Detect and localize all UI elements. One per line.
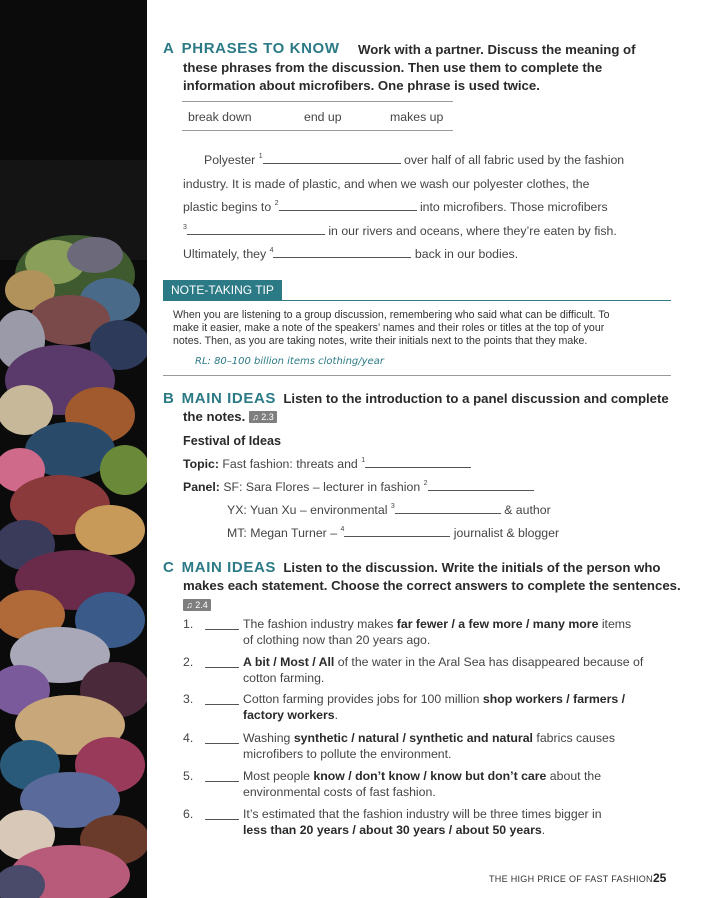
section-c-heading: [163, 559, 673, 577]
item-4-choices[interactable]: synthetic / natural / synthetic and natural: [293, 731, 533, 745]
section-c-instructions-line-2: makes each statement. Choose the correct answers to complete the sentences.: [183, 578, 681, 593]
item-2-initials-blank[interactable]: [205, 657, 239, 668]
phrase-box-top-rule: [182, 101, 453, 102]
item-3-choices[interactable]: shop workers / farmers /: [482, 692, 626, 706]
item-4-text: Washing synthetic / natural / synthetic and natural fabrics causes microfibers to pollute the environment.: [243, 731, 615, 761]
notes-topic: Topic: Fast fashion: threats and $^1$: [183, 457, 471, 471]
tip-top-rule: [163, 300, 671, 301]
blank-2[interactable]: [279, 200, 417, 211]
blank-1[interactable]: [263, 153, 401, 164]
item-5-choices[interactable]: know / don’t know / know but don’t care: [313, 769, 547, 783]
item-1-number: 1.: [183, 617, 194, 631]
item-1-initials-blank[interactable]: [205, 619, 239, 630]
item-2-number: 2.: [183, 655, 194, 669]
section-b-instructions-line-1: Listen to the introduction to a panel discussion and complete: [283, 391, 669, 406]
tip-line-2: make it easier, make a note of the speakers’ names and their roles or titles at the top of your: [173, 322, 605, 334]
item-3-number: 3.: [183, 692, 194, 706]
phrase-box-bottom-rule: [182, 130, 453, 131]
phrase-end-up: end up: [304, 110, 342, 124]
notes-blank-3[interactable]: [395, 503, 501, 514]
section-b-title: MAIN IDEAS: [181, 390, 277, 407]
phrase-break-down: break down: [188, 110, 252, 124]
item-5-number: 5.: [183, 769, 194, 783]
section-c-letter: C: [163, 559, 175, 576]
notes-blank-4[interactable]: [344, 526, 450, 537]
item-2-choices[interactable]: A bit / Most / All: [243, 655, 335, 669]
running-title: THE HIGH PRICE OF FAST FASHION: [489, 874, 653, 884]
section-a-instructions: Work with a partner. Discuss the meaning of these phrases from the discussion. Then use them to complete the information about microfibers. One phrase is used twice.: [183, 42, 636, 93]
item-1-choices[interactable]: far fewer / a few more / many more: [396, 617, 599, 631]
tip-line-3: notes. Then, as you are taking notes, write their initials next to the points that they make.: [173, 335, 588, 347]
blank-4[interactable]: [273, 247, 411, 258]
item-3-choices-cont[interactable]: factory workers: [243, 708, 335, 722]
tip-label: NOTE-TAKING TIP: [163, 280, 282, 300]
item-2-text: A bit / Most / All of the water in the Aral Sea has disappeared because of cotton farming.: [243, 655, 644, 685]
section-a-letter: A: [163, 40, 175, 57]
audio-track-icon[interactable]: ♫ 2.4: [183, 599, 211, 611]
section-c-instructions-line-1: Listen to the discussion. Write the initials of the person who: [283, 560, 661, 575]
notes-panel-sf: Panel: SF: Sara Flores – lecturer in fashion $^2$: [183, 480, 534, 494]
tip-bottom-rule: [163, 375, 671, 376]
item-5-text: Most people know / don’t know / know but don’t care about the environmental costs of fast fashion.: [243, 769, 602, 799]
item-6-choices[interactable]: less than 20 years / about 30 years / about 50 years: [243, 823, 542, 837]
page-number: 25: [653, 871, 667, 885]
notes-blank-2[interactable]: [428, 480, 534, 491]
section-b-instructions-line-2: the notes. ♫ 2.3: [183, 408, 277, 426]
notes-heading: Festival of Ideas: [183, 434, 281, 448]
paragraph-line-2: industry. It is made of plastic, and when we wash our polyester clothes, the: [183, 177, 590, 191]
section-c-audio: [183, 596, 211, 614]
audio-track-icon[interactable]: ♫ 2.3: [249, 411, 277, 423]
item-6-text: It’s estimated that the fashion industry will be three times bigger in less than 20 years / about 30 years / about 50 years.: [243, 807, 602, 837]
item-4-number: 4.: [183, 731, 194, 745]
section-b-heading: [163, 390, 673, 408]
tip-body: [173, 309, 671, 348]
handwritten-note: RL: 80–100 billion items clothing/year: [195, 356, 384, 367]
notes-blank-1[interactable]: [365, 457, 471, 468]
item-5-initials-blank[interactable]: [205, 771, 239, 782]
item-3-initials-blank[interactable]: [205, 694, 239, 705]
blank-3[interactable]: [187, 224, 325, 235]
paragraph-line-1: Polyester $^1$ over half of all fabric used by the fashion: [204, 153, 625, 167]
notes-panel-mt: MT: Megan Turner – $^4$ journalist & blogger: [227, 526, 560, 540]
phrase-makes-up: makes up: [390, 110, 444, 124]
section-b-letter: B: [163, 390, 175, 407]
item-6-number: 6.: [183, 807, 194, 821]
paragraph-line-3: plastic begins to $^2$ into microfibers. Those microfibers: [183, 200, 608, 214]
notes-panel-yx: YX: Yuan Xu – environmental $^3$ & author: [227, 503, 551, 517]
paragraph-line-4: $^3$ in our rivers and oceans, where they’re eaten by fish.: [183, 224, 617, 238]
item-3-text: Cotton farming provides jobs for 100 million shop workers / farmers / factory workers.: [243, 692, 626, 722]
section-c-title: MAIN IDEAS: [181, 559, 277, 576]
item-1-text: The fashion industry makes far fewer / a few more / many more items of clothing now than 20 years ago.: [243, 617, 632, 647]
clothing-pile-photo: [0, 0, 147, 898]
item-4-initials-blank[interactable]: [205, 733, 239, 744]
section-a-title: PHRASES TO KNOW: [181, 40, 340, 57]
paragraph-line-5: Ultimately, they $^4$ back in our bodies.: [183, 247, 519, 261]
item-6-initials-blank[interactable]: [205, 809, 239, 820]
tip-line-1: When you are listening to a group discussion, remembering who said what can be difficult. To: [173, 309, 610, 321]
